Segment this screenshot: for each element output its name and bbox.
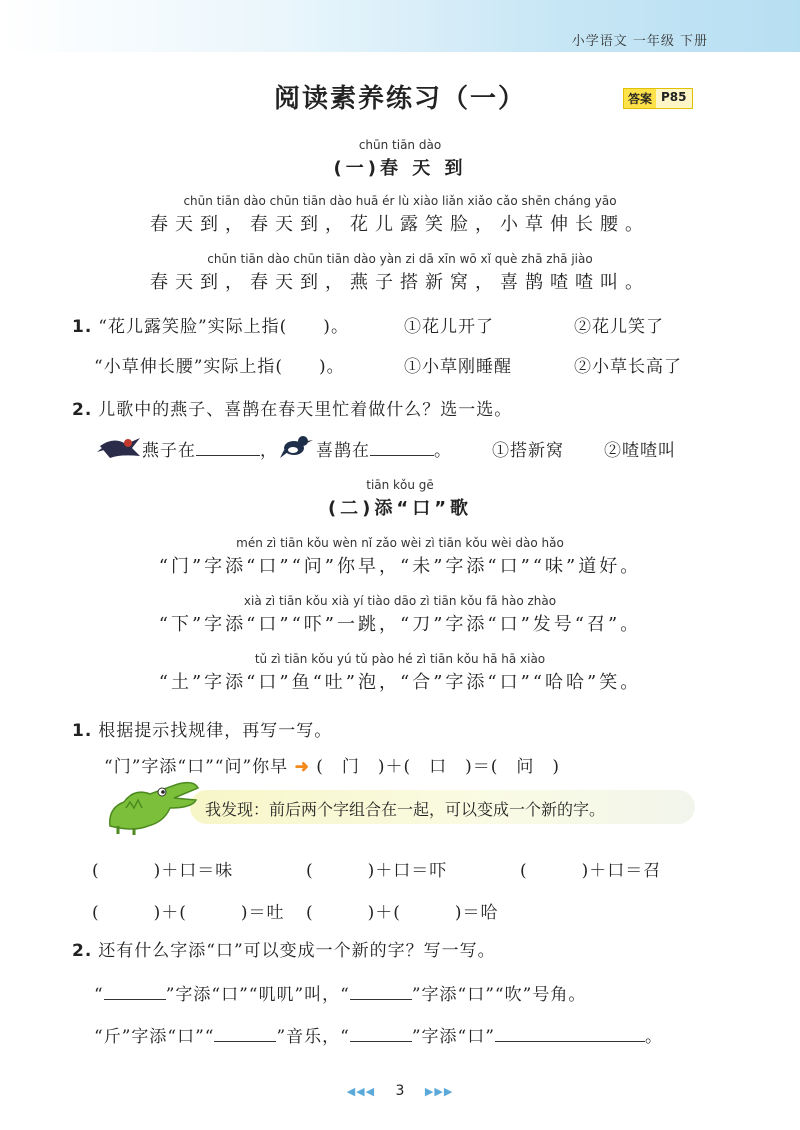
answer-blank[interactable] — [495, 1025, 645, 1042]
poem2-line2-pinyin: xià zì tiān kǒu xià yí tiào dāo zì tiān kǒu fā hào zhào — [243, 594, 557, 608]
example-line — [104, 752, 560, 777]
example-left: “门”字添“口”“问”你早 — [104, 757, 289, 777]
poem1-line2-pinyin: chūn tiān dào chūn tiān dào yàn zi dā xīn wō xǐ què zhā zhā jiào — [207, 252, 593, 266]
text-segment: “ — [94, 985, 104, 1005]
section1-title-pinyin: chūn tiān dào — [358, 138, 442, 152]
question-number: 2. — [72, 400, 93, 420]
poem2-line3-pinyin: tǔ zì tiān kǒu yú tǔ pào hé zì tiān kǒu hā hā xiào — [254, 652, 546, 666]
fill-item[interactable]: ( )＋口＝召 — [520, 861, 662, 881]
poem1-line2: 春天到，春天到，燕子搭新窝，喜鹊喳喳叫。 — [150, 272, 650, 293]
text-segment: ”字添“口”“叽叽”叫，“ — [165, 985, 350, 1005]
comma: ， — [260, 441, 278, 461]
discovery-text: 我发现：前后两个字组合在一起，可以变成一个新的字。 — [205, 800, 606, 819]
poem2-line1: “门”字添“口”“问”你早，“未”字添“口”“味”道好。 — [158, 556, 642, 577]
magpie-icon — [280, 432, 316, 462]
arrow-icon: ➜ — [294, 757, 310, 777]
answer-blank[interactable] — [370, 439, 434, 456]
answer-badge — [623, 88, 693, 109]
text-segment: ”音乐，“ — [276, 1027, 350, 1047]
swallow-icon — [96, 432, 142, 462]
answer-blank[interactable] — [104, 983, 166, 1000]
question-text: 根据提示找规律，再写一写。 — [98, 721, 333, 741]
question-2-1 — [72, 716, 332, 741]
text-segment: ”字添“口” — [411, 1027, 495, 1047]
text-segment: “斤”字添“口”“ — [94, 1027, 215, 1047]
poem2-line2: “下”字添“口”“吓”一跳，“刀”字添“口”发号“召”。 — [158, 614, 642, 635]
answer-blank[interactable] — [196, 439, 260, 456]
next-arrows-icon: ▶▶▶ — [424, 1085, 454, 1098]
write-line-1 — [94, 980, 586, 1005]
swallow-answer — [142, 436, 278, 461]
question-number: 2. — [72, 941, 93, 961]
page-number: 3 — [395, 1083, 405, 1099]
section2-title: (二)添“口”歌 — [327, 498, 473, 519]
fill-item[interactable]: ( )＋( )＝哈 — [306, 903, 499, 923]
option[interactable]: ①搭新窝 — [492, 441, 564, 461]
page-title: 阅读素养练习（一） — [273, 84, 526, 114]
poem2-line3: “土”字添“口”鱼“吐”泡，“合”字添“口”“哈哈”笑。 — [158, 672, 642, 693]
example-right: ( 门 )＋( 口 )＝( 问 ) — [316, 757, 561, 777]
fill-item[interactable]: ( )＋口＝吓 — [306, 861, 448, 881]
magpie-answer — [316, 436, 452, 461]
swallow-label: 燕子在 — [142, 441, 196, 461]
poem1-line1-pinyin: chūn tiān dào chūn tiān dào huā ér lù xiào liǎn xiǎo cǎo shēn cháng yāo — [183, 194, 617, 208]
answer-label: 答案 — [624, 89, 656, 108]
crocodile-icon — [104, 778, 204, 836]
prev-arrows-icon: ◀◀◀ — [346, 1085, 376, 1098]
question-1b: “小草伸长腰”实际上指( )。 — [94, 357, 345, 377]
option[interactable]: ②小草长高了 — [574, 357, 682, 377]
text-segment: 。 — [644, 1027, 663, 1047]
answer-blank[interactable] — [350, 1025, 412, 1042]
poem1-line1: 春天到，春天到，花儿露笑脸，小草伸长腰。 — [150, 214, 650, 235]
magpie-label: 喜鹊在 — [316, 441, 370, 461]
option[interactable]: ①花儿开了 — [404, 317, 494, 337]
question-text: “花儿露笑脸”实际上指( )。 — [98, 317, 349, 337]
section1-title: (一)春 天 到 — [333, 158, 467, 179]
question-1a — [72, 312, 349, 337]
answer-page: P85 — [656, 89, 692, 108]
option[interactable]: ②花儿笑了 — [574, 317, 664, 337]
page-footer — [0, 1083, 800, 1099]
fill-item[interactable]: ( )＋口＝味 — [92, 861, 234, 881]
question-number: 1. — [72, 721, 93, 741]
question-2-2 — [72, 936, 496, 961]
section2-title-pinyin: tiān kǒu gē — [366, 478, 434, 492]
write-line-2 — [94, 1022, 663, 1047]
option[interactable]: ②喳喳叫 — [604, 441, 676, 461]
question-number: 1. — [72, 317, 93, 337]
answer-blank[interactable] — [214, 1025, 276, 1042]
question-text: 儿歌中的燕子、喜鹊在春天里忙着做什么？选一选。 — [98, 400, 513, 420]
answer-blank[interactable] — [350, 983, 412, 1000]
period: 。 — [434, 441, 452, 461]
option[interactable]: ①小草刚睡醒 — [404, 357, 512, 377]
poem2-line1-pinyin: mén zì tiān kǒu wèn nǐ zǎo wèi zì tiān kǒu wèi dào hǎo — [236, 536, 564, 550]
fill-item[interactable]: ( )＋( )＝吐 — [92, 903, 285, 923]
text-segment: ”字添“口”“吹”号角。 — [411, 985, 587, 1005]
question-2 — [72, 395, 512, 420]
book-label: 小学语文 一年级 下册 — [571, 34, 708, 49]
question-text: 还有什么字添“口”可以变成一个新的字？写一写。 — [98, 941, 496, 961]
